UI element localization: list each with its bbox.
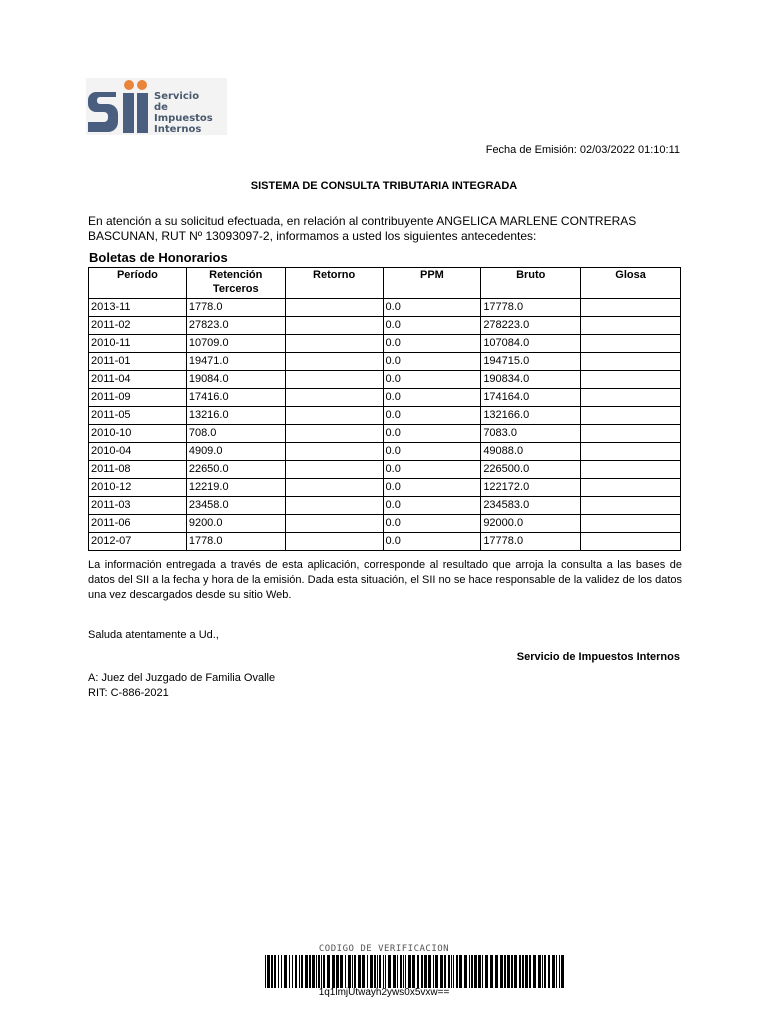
barcode-bar [529, 955, 531, 988]
table-cell: 0.0 [383, 425, 481, 443]
intro-paragraph: En atención a su solicitud efectuada, en relación al contribuyente ANGELICA MARLENE CONTRERAS BASCUNAN, RUT Nº 13093097-2, informamos a usted los siguientes antecedentes: [88, 214, 637, 243]
table-cell: 278223.0 [481, 317, 581, 335]
table-cell [285, 317, 383, 335]
table-cell [581, 371, 681, 389]
barcode-bar [271, 955, 273, 988]
barcode-bar [424, 955, 427, 988]
table-cell: 92000.0 [481, 515, 581, 533]
table-cell: 1778.0 [186, 299, 285, 317]
table-cell: 22650.0 [186, 461, 285, 479]
table-row [89, 443, 681, 461]
table-cell: 10709.0 [186, 335, 285, 353]
barcode-bar [456, 955, 458, 988]
table-cell [581, 515, 681, 533]
barcode-bar [538, 955, 541, 988]
barcode-bar [299, 955, 300, 988]
table-cell: 27823.0 [186, 317, 285, 335]
table-cell: 2010-12 [89, 479, 187, 497]
barcode-bar [482, 955, 483, 988]
addressee [88, 671, 275, 701]
barcode-bar [385, 955, 386, 988]
table-cell: 2011-04 [89, 371, 187, 389]
barcode-bar [370, 955, 373, 988]
barcode-bar [367, 955, 368, 988]
barcode-bar [408, 955, 411, 988]
table-cell: 0.0 [383, 461, 481, 479]
verification-label: CODIGO DE VERIFICACION [318, 944, 450, 954]
table-cell: 13216.0 [186, 407, 285, 425]
logo-text-line: de Impuestos [154, 102, 213, 124]
emission-date: Fecha de Emisión: 02/03/2022 01:10:11 [485, 144, 680, 156]
barcode [265, 955, 568, 988]
barcode-bar [548, 955, 550, 988]
addressee-line: A: Juez del Juzgado de Familia Ovalle [88, 672, 276, 684]
table-row [89, 371, 681, 389]
rit-line: RIT: C-886-2021 [88, 687, 169, 699]
barcode-bar [525, 955, 528, 988]
barcode-bar [305, 955, 308, 988]
barcode-bar [507, 955, 510, 988]
table-cell: 0.0 [383, 515, 481, 533]
barcode-bar [511, 955, 513, 988]
barcode-bar [358, 955, 361, 988]
table-cell: 2011-01 [89, 353, 187, 371]
table-cell: 19084.0 [186, 371, 285, 389]
table-cell: 2012-07 [89, 533, 187, 551]
barcode-bar [284, 955, 287, 988]
barcode-bar [400, 955, 402, 988]
table-cell: 12219.0 [186, 479, 285, 497]
table-cell: 0.0 [383, 479, 481, 497]
table-cell [581, 299, 681, 317]
table-cell: 49088.0 [481, 443, 581, 461]
barcode-bar [393, 955, 396, 988]
barcode-bar [500, 955, 503, 988]
table-row [89, 299, 681, 317]
barcode-bar [495, 955, 498, 988]
section-title: Boletas de Honorarios [89, 250, 228, 265]
table-cell: 0.0 [383, 497, 481, 515]
barcode-bar [561, 955, 564, 988]
table-row [89, 533, 681, 551]
table-cell [285, 497, 383, 515]
column-header-periodo: Período [89, 268, 187, 299]
barcode-bar [295, 955, 297, 988]
table-cell: 19471.0 [186, 353, 285, 371]
table-cell: 2011-03 [89, 497, 187, 515]
table-cell: 17778.0 [481, 533, 581, 551]
barcode-bar [435, 955, 438, 988]
table-cell [581, 317, 681, 335]
table-cell: 174164.0 [481, 389, 581, 407]
table-row [89, 389, 681, 407]
barcode-bar [327, 955, 330, 988]
barcode-bar [354, 955, 356, 988]
table-cell: 708.0 [186, 425, 285, 443]
table-cell [285, 425, 383, 443]
table-cell [581, 407, 681, 425]
barcode-bar [469, 955, 470, 988]
barcode-bar [352, 955, 353, 988]
honorarios-table [88, 267, 681, 551]
table-cell [285, 371, 383, 389]
barcode-bar [485, 955, 488, 988]
table-cell: 1778.0 [186, 533, 285, 551]
column-header-bruto: Bruto [481, 268, 581, 299]
table-cell: 0.0 [383, 299, 481, 317]
table-cell [581, 425, 681, 443]
table-cell: 234583.0 [481, 497, 581, 515]
barcode-bar [504, 955, 506, 988]
table-cell [581, 353, 681, 371]
table-cell: 0.0 [383, 533, 481, 551]
table-row [89, 497, 681, 515]
table-row [89, 407, 681, 425]
barcode-bar [265, 955, 266, 988]
table-cell: 0.0 [383, 353, 481, 371]
barcode-bar [336, 955, 339, 988]
barcode-bar [403, 955, 404, 988]
table-cell: 2010-04 [89, 443, 187, 461]
table-cell: 2011-06 [89, 515, 187, 533]
sii-logo-mark [86, 78, 154, 135]
barcode-bar [289, 955, 290, 988]
barcode-bar [388, 955, 391, 988]
table-body [89, 299, 681, 551]
table-cell [285, 299, 383, 317]
barcode-bar [309, 955, 311, 988]
barcode-bar [332, 955, 335, 988]
barcode-bar [274, 955, 276, 988]
barcode-bar [451, 955, 452, 988]
table-cell [285, 335, 383, 353]
table-cell: 17778.0 [481, 299, 581, 317]
column-header-retencion: Retención Terceros [186, 268, 285, 299]
table-cell: 194715.0 [481, 353, 581, 371]
table-cell: 107084.0 [481, 335, 581, 353]
table-cell [285, 515, 383, 533]
table-cell: 23458.0 [186, 497, 285, 515]
barcode-bar [440, 955, 443, 988]
table-row [89, 515, 681, 533]
table-cell [285, 407, 383, 425]
barcode-bar [556, 955, 557, 988]
table-row [89, 317, 681, 335]
table-cell: 226500.0 [481, 461, 581, 479]
table-cell [285, 461, 383, 479]
barcode-bar [312, 955, 315, 988]
barcode-bar [428, 955, 431, 988]
signature: Servicio de Impuestos Internos [516, 651, 680, 663]
barcode-bar [559, 955, 560, 988]
table-cell [581, 533, 681, 551]
barcode-bar [444, 955, 446, 988]
barcode-bar [345, 955, 346, 988]
table-cell: 0.0 [383, 371, 481, 389]
barcode-bar [316, 955, 317, 988]
barcode-bar [519, 955, 521, 988]
barcode-bar [323, 955, 325, 988]
verification-code: 1q1lmjUtwayh2yws0x5vxw== [318, 987, 450, 998]
barcode-bar [383, 955, 384, 988]
table-cell: 190834.0 [481, 371, 581, 389]
barcode-bar [348, 955, 351, 988]
table-cell: 2010-10 [89, 425, 187, 443]
logo-text [154, 91, 227, 135]
barcode-bar [340, 955, 343, 988]
greeting: Saluda atentamente a Ud., [88, 629, 219, 641]
table-cell: 7083.0 [481, 425, 581, 443]
table-cell: 2011-08 [89, 461, 187, 479]
table-cell: 0.0 [383, 335, 481, 353]
table-cell: 0.0 [383, 443, 481, 461]
barcode-bar [478, 955, 481, 988]
table-cell: 0.0 [383, 389, 481, 407]
column-header-ppm: PPM [383, 268, 481, 299]
barcode-bar [379, 955, 381, 988]
barcode-bar [514, 955, 517, 988]
table-row [89, 479, 681, 497]
table-cell [285, 353, 383, 371]
column-header-glosa: Glosa [581, 268, 681, 299]
barcode-bar [374, 955, 376, 988]
barcode-bar [321, 955, 322, 988]
barcode-bar [464, 955, 467, 988]
table-cell [581, 335, 681, 353]
table-cell: 0.0 [383, 407, 481, 425]
table-cell [285, 533, 383, 551]
barcode-bar [278, 955, 279, 988]
barcode-bar [459, 955, 462, 988]
table-cell: 132166.0 [481, 407, 581, 425]
barcode-bar [292, 955, 293, 988]
table-cell: 4909.0 [186, 443, 285, 461]
table-row [89, 335, 681, 353]
column-header-retorno: Retorno [285, 268, 383, 299]
barcode-bar [267, 955, 270, 988]
table-cell: 2011-05 [89, 407, 187, 425]
barcode-bar [533, 955, 536, 988]
document-title: SISTEMA DE CONSULTA TRIBUTARIA INTEGRADA [250, 180, 518, 192]
table-header-row [89, 268, 681, 299]
table-cell [285, 443, 383, 461]
table-cell [285, 389, 383, 407]
table-cell: 122172.0 [481, 479, 581, 497]
barcode-bar [301, 955, 303, 988]
barcode-bar [453, 955, 454, 988]
barcode-bar [552, 955, 555, 988]
table-cell: 17416.0 [186, 389, 285, 407]
barcode-bar [433, 955, 434, 988]
table-cell: 2010-11 [89, 335, 187, 353]
barcode-bar [471, 955, 473, 988]
barcode-bar [397, 955, 398, 988]
barcode-bar [421, 955, 423, 988]
barcode-bar [542, 955, 543, 988]
barcode-bar [448, 955, 450, 988]
table-row [89, 425, 681, 443]
logo-text-line: Servicio [154, 91, 200, 102]
barcode-bar [412, 955, 415, 988]
table-cell [581, 443, 681, 461]
barcode-bar [405, 955, 406, 988]
table-row [89, 461, 681, 479]
table-cell [581, 461, 681, 479]
table-row [89, 353, 681, 371]
barcode-bar [544, 955, 546, 988]
table-cell [285, 479, 383, 497]
table-cell [581, 479, 681, 497]
barcode-bar [377, 955, 378, 988]
barcode-bar [522, 955, 524, 988]
barcode-bar [362, 955, 365, 988]
barcode-bar [474, 955, 477, 988]
barcode-bar [281, 955, 282, 988]
table-cell [581, 389, 681, 407]
table-cell: 2013-11 [89, 299, 187, 317]
barcode-bar [318, 955, 320, 988]
logo-text-line: Internos [154, 124, 202, 135]
table-cell [581, 497, 681, 515]
table-cell: 0.0 [383, 317, 481, 335]
table-cell: 9200.0 [186, 515, 285, 533]
disclaimer-paragraph: La información entregada a través de esta aplicación, corresponde al resultado que arroja la consulta a las bases de datos del SII a la fecha y hora de la emisión. Dada esta situación, el SII no se hace responsable de la validez de los datos una vez descargados desde su sitio Web. [88, 559, 682, 601]
table-cell: 2011-09 [89, 389, 187, 407]
barcode-bar [490, 955, 493, 988]
table-cell: 2011-02 [89, 317, 187, 335]
sii-logo [86, 78, 227, 135]
barcode-bar [417, 955, 419, 988]
